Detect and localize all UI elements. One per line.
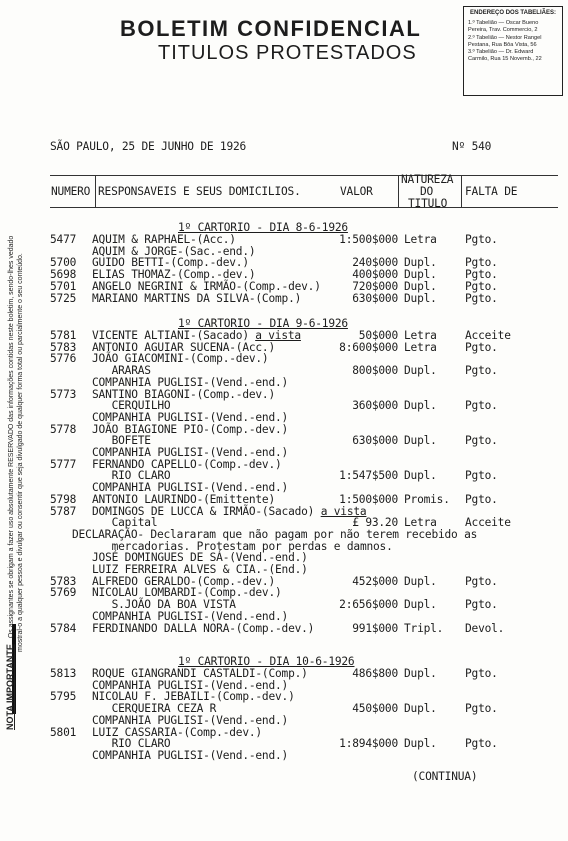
- entry-number: 5701: [50, 279, 77, 293]
- entry-valor: 240$000: [352, 256, 398, 270]
- entry-valor: 360$000: [352, 399, 398, 413]
- entry-falta: Devol.: [465, 621, 505, 635]
- entry-natureza: Dupl.: [404, 399, 437, 413]
- address-line: 1.º Tabelião — Oscar Bueno: [468, 20, 539, 27]
- entry-responsavel: ARARAS: [92, 364, 151, 378]
- entry-number: 5773: [50, 387, 77, 401]
- entry-falta: Pgto.: [465, 279, 498, 293]
- entry-responsavel: JOÃO BIAGIONE PIO-(Comp.-dev.): [92, 422, 289, 436]
- entry-falta: Pgto.: [465, 492, 498, 506]
- entry-number: 5700: [50, 256, 77, 270]
- entry-responsavel: MARIANO MARTINS DA SILVA-(Comp.): [92, 291, 302, 305]
- entry-a-vista: a vista: [320, 504, 367, 518]
- address-line: Carmilo, Rua 15 Novemb., 22: [468, 56, 542, 63]
- entry-falta: Pgto.: [465, 469, 498, 483]
- entry-responsavel: COMPANHIA PUGLISI-(Vend.-end.): [92, 609, 289, 623]
- entry-valor: £ 93.20: [352, 516, 398, 530]
- entry-valor: 486$800: [352, 667, 398, 680]
- bulletin-number: Nº 540: [452, 140, 492, 153]
- entry-number: 5769: [50, 586, 77, 600]
- entry-responsavel: ANTONIO AGUIAR SUCENA-(Acc.): [92, 340, 275, 354]
- entry-natureza: Promis.: [404, 492, 450, 506]
- column-header-responsaveis: RESPONSAVEIS E SEUS DOMICILIOS.: [98, 185, 301, 198]
- entry-natureza: Dupl.: [404, 737, 437, 751]
- entry-natureza: Dupl.: [404, 598, 437, 612]
- entry-falta: Pgto.: [465, 340, 498, 354]
- entry-falta: Pgto.: [465, 434, 498, 448]
- entry-responsavel: BOFETE: [92, 434, 151, 448]
- entry-falta: Pgto.: [465, 667, 498, 680]
- entry-natureza: Letra: [404, 516, 437, 530]
- entry-falta: Pgto.: [465, 364, 498, 378]
- entry-natureza: Letra: [404, 233, 437, 246]
- entry-number: 5783: [50, 574, 77, 588]
- entry-number: 5776: [50, 352, 77, 366]
- entry-responsavel: AQUIM & JORGE-(Sac.-end.): [92, 244, 256, 258]
- entry-responsavel: DOMINGOS DE LUCCA & IRMÃO-(Sacado): [92, 504, 315, 518]
- address-line: 3.º Tabelião — Dr. Edward: [468, 49, 534, 56]
- side-note-text: Os assignantes se obrigam a fazer uso absolutamente RESERVADO das informações contidas neste boletim, sendo-lhes vedado: [8, 235, 15, 639]
- table-header-rule: [50, 207, 558, 208]
- entry-responsavel: COMPANHIA PUGLISI-(Vend.-end.): [92, 748, 289, 762]
- entry-valor: 50$000: [358, 329, 398, 342]
- column-header-natureza: DO: [420, 185, 434, 198]
- entry-falta: Pgto.: [465, 702, 498, 716]
- date-line: SÃO PAULO, 25 DE JUNHO DE 1926: [50, 140, 247, 153]
- entry-responsavel: COMPANHIA PUGLISI-(Vend.-end.): [92, 713, 289, 727]
- entry-falta: Pgto.: [465, 233, 498, 246]
- entry-natureza: Letra: [404, 340, 437, 354]
- section-header: 1º CARTORIO - DIA 9-6-1926: [178, 317, 348, 330]
- entry-number: 5783: [50, 340, 77, 354]
- column-header-numero: NUMERO: [51, 185, 91, 198]
- entry-responsavel: FERNANDO CAPELLO-(Comp.-dev.): [92, 457, 282, 471]
- entry-natureza: Dupl.: [404, 574, 437, 588]
- entry-number: 5777: [50, 457, 77, 471]
- bulletin-subtitle: TITULOS PROTESTADOS: [158, 42, 417, 64]
- column-header-valor: VALOR: [340, 185, 373, 198]
- entry-responsavel: FERDINANDO DALLA NORA-(Comp.-dev.): [92, 621, 315, 635]
- entry-responsavel: VICENTE ALTIANI-(Sacado): [92, 329, 249, 342]
- entry-natureza: Dupl.: [404, 434, 437, 448]
- entry-number: 5477: [50, 233, 77, 246]
- column-divider: [398, 175, 399, 208]
- entry-responsavel: mercadorias. Protestam por perdas e damnos.: [92, 539, 393, 553]
- entry-number: 5798: [50, 492, 77, 506]
- entry-responsavel: COMPANHIA PUGLISI-(Vend.-end.): [92, 481, 289, 495]
- entry-responsavel: RIO CLARO: [92, 737, 171, 751]
- entry-responsavel: JOSÉ DOMINGUES DE SÁ-(Vend.-end.): [92, 551, 308, 565]
- side-note-text: mostral-o a qualquer pessoa e divulgar ou consentir que seja divulgado de qualquer forma total ou parcialmente o seu conteúdo.: [17, 253, 24, 652]
- entry-falta: Pgto.: [465, 399, 498, 413]
- entry-number: 5795: [50, 690, 77, 704]
- entry-valor: 8:600$000: [339, 340, 398, 354]
- entry-valor: 452$000: [352, 574, 398, 588]
- entry-responsavel: NICOLAU LOMBARDI-(Comp.-dev.): [92, 586, 282, 600]
- entry-number: 5784: [50, 621, 77, 635]
- entry-responsavel: AQUIM & RAPHAEL-(Acc.): [92, 233, 236, 246]
- entry-responsavel: RIO CLARO: [92, 469, 171, 483]
- entry-responsavel: COMPANHIA PUGLISI-(Vend.-end.): [92, 446, 289, 459]
- section-header: 1º CARTORIO - DIA 10-6-1926: [178, 655, 355, 668]
- address-line: Pestana, Rua Bôa Vista, 56: [468, 41, 537, 48]
- entry-natureza: Dupl.: [404, 702, 437, 716]
- entry-natureza: Tripl.: [404, 621, 444, 635]
- entry-responsavel: JOÃO GIACOMINI-(Comp.-dev.): [92, 352, 269, 366]
- entry-falta: Pgto.: [465, 268, 498, 282]
- entry-valor: 450$000: [352, 702, 398, 716]
- entry-natureza: Dupl.: [404, 291, 437, 305]
- entry-responsavel: COMPANHIA PUGLISI-(Vend.-end.): [92, 678, 289, 692]
- column-divider: [95, 175, 96, 208]
- entry-responsavel: LUIZ CASSARIA-(Comp.-dev.): [92, 725, 262, 739]
- entry-falta: Acceite: [465, 516, 511, 530]
- address-box-title: ENDEREÇO DOS TABELIÃES:: [470, 10, 556, 16]
- entry-responsavel: COMPANHIA PUGLISI-(Vend.-end.): [92, 410, 289, 424]
- entry-number: 5778: [50, 422, 77, 436]
- entry-responsavel: ELIAS THOMAZ-(Comp.-dev.): [92, 268, 256, 282]
- column-header-falta: FALTA DE: [465, 185, 518, 198]
- entry-valor: 1:500$000: [339, 492, 398, 506]
- entry-number: 5781: [50, 329, 77, 342]
- entry-responsavel: CERQUEIRA CEZA R: [92, 702, 217, 716]
- entry-natureza: Dupl.: [404, 364, 437, 378]
- entry-natureza: Dupl.: [404, 279, 437, 293]
- entry-falta: Acceite: [465, 329, 511, 342]
- entry-natureza: Dupl.: [404, 268, 437, 282]
- entry-responsavel: COMPANHIA PUGLISI-(Vend.-end.): [92, 375, 289, 389]
- entry-responsavel: ANTONIO LAURINDO-(Emittente): [92, 492, 275, 506]
- entry-valor: 720$000: [352, 279, 398, 293]
- table-top-rule: [50, 175, 558, 176]
- entry-number: 5698: [50, 268, 77, 282]
- entry-responsavel: DECLARAÇÃO- Declararam que não pagam por não terem recebido as: [72, 527, 478, 541]
- entry-responsavel: ALFREDO GERALDO-(Comp.-dev.): [92, 574, 275, 588]
- entry-responsavel: SANTINO BIAGONI-(Comp.-dev.): [92, 387, 275, 401]
- section-header: 1º CARTORIO - DIA 8-6-1926: [178, 221, 348, 234]
- entry-valor: 630$000: [352, 434, 398, 448]
- entry-natureza: Letra: [404, 329, 437, 342]
- entry-valor: 800$000: [352, 364, 398, 378]
- entry-valor: 1:547$500: [339, 469, 398, 483]
- entry-falta: Pgto.: [465, 737, 498, 751]
- entry-number: 5787: [50, 504, 77, 518]
- entry-a-vista: a vista: [255, 329, 301, 342]
- entry-valor: 1:500$000: [339, 233, 398, 246]
- entry-number: 5813: [50, 667, 77, 680]
- entry-falta: Pgto.: [465, 256, 498, 270]
- entry-falta: Pgto.: [465, 574, 498, 588]
- entry-natureza: Dupl.: [404, 256, 437, 270]
- entry-responsavel: S.JOÃO DA BOA VISTA: [92, 598, 236, 612]
- side-note: [6, 140, 25, 730]
- column-header-natureza: NATUREZA: [401, 173, 454, 186]
- column-divider: [461, 175, 462, 208]
- entry-falta: Pgto.: [465, 598, 498, 612]
- bulletin-title: BOLETIM CONFIDENCIAL: [120, 16, 422, 41]
- entry-responsavel: ROQUE GIANGRANDI CASTALDI-(Comp.): [92, 667, 308, 680]
- entry-number: 5801: [50, 725, 77, 739]
- entry-responsavel: LUIZ FERREIRA ALVES & CIA.-(End.): [92, 563, 308, 576]
- entry-valor: 630$000: [352, 291, 398, 305]
- entry-valor: 1:894$000: [339, 737, 398, 751]
- entry-responsavel: CERQUILHO: [92, 399, 171, 413]
- entry-responsavel: GUIDO BETTI-(Comp.-dev.): [92, 256, 249, 270]
- address-line: Pereira, Trav. Commercio, 2: [468, 27, 538, 34]
- column-header-natureza: TITULO: [408, 197, 448, 210]
- entry-natureza: Dupl.: [404, 667, 437, 680]
- continua-label: (CONTINUA): [412, 770, 478, 783]
- entry-valor: 991$000: [352, 621, 398, 635]
- address-line: 2.º Tabelião — Nestor Rangel: [468, 34, 542, 41]
- entry-responsavel: ANGELO NEGRINI & IRMÃO-(Comp.-dev.): [92, 279, 321, 293]
- entry-valor: 2:656$000: [339, 598, 398, 612]
- entry-responsavel: Capital: [92, 516, 158, 530]
- side-note-label: NOTA IMPORTANTE: [5, 644, 15, 730]
- entry-natureza: Dupl.: [404, 469, 437, 483]
- tabeliaes-address-box: [463, 6, 563, 96]
- entry-falta: Pgto.: [465, 291, 498, 305]
- entry-number: 5725: [50, 291, 77, 305]
- entry-valor: 400$000: [352, 268, 398, 282]
- entry-responsavel: NICOLAU F. JEBAILI-(Comp.-dev.): [92, 690, 295, 704]
